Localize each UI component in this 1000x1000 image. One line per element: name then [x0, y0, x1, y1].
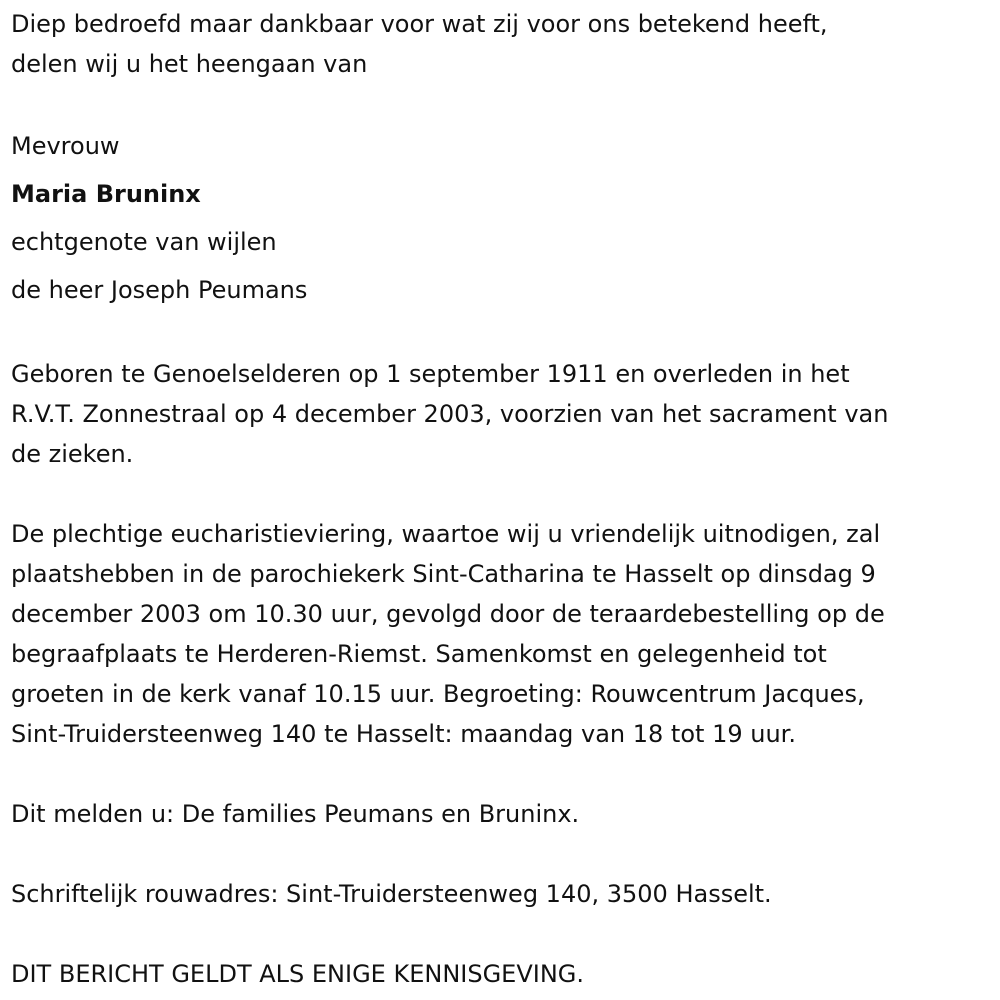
deceased-block — [11, 122, 991, 314]
mourning-address: Schriftelijk rouwadres: Sint-Truidersteenweg 140, 3500 Hasselt. — [11, 880, 772, 908]
ceremony-paragraph — [11, 514, 991, 754]
birth-death-line: R.V.T. Zonnestraal op 4 december 2003, voorzien van het sacrament van — [11, 400, 889, 428]
birth-death-line: Geboren te Genoelselderen op 1 september 1911 en overleden in het — [11, 360, 850, 388]
ceremony-line: groeten in de kerk vanaf 10.15 uur. Begroeting: Rouwcentrum Jacques, — [11, 680, 865, 708]
death-notice — [11, 4, 991, 994]
birth-death-line: de zieken. — [11, 440, 134, 468]
spouse-line: de heer Joseph Peumans — [11, 276, 308, 304]
deceased-name: Maria Bruninx — [11, 180, 201, 208]
ceremony-line: plaatshebben in de parochiekerk Sint-Catharina te Hasselt op dinsdag 9 — [11, 560, 876, 588]
intro-paragraph — [11, 4, 991, 84]
ceremony-line: Sint-Truidersteenweg 140 te Hasselt: maandag van 18 tot 19 uur. — [11, 720, 796, 748]
honorific: Mevrouw — [11, 132, 120, 160]
closing-statement: DIT BERICHT GELDT ALS ENIGE KENNISGEVING. — [11, 960, 585, 988]
relation-line: echtgenote van wijlen — [11, 228, 277, 256]
announced-by: Dit melden u: De families Peumans en Bruninx. — [11, 800, 580, 828]
intro-line: Diep bedroefd maar dankbaar voor wat zij voor ons betekend heeft, — [11, 10, 828, 38]
ceremony-line: december 2003 om 10.30 uur, gevolgd door de teraardebestelling op de — [11, 600, 885, 628]
ceremony-line: De plechtige eucharistieviering, waartoe wij u vriendelijk uitnodigen, zal — [11, 520, 881, 548]
birth-death-paragraph — [11, 354, 991, 474]
ceremony-line: begraafplaats te Herderen-Riemst. Samenkomst en gelegenheid tot — [11, 640, 827, 668]
intro-line: delen wij u het heengaan van — [11, 50, 368, 78]
